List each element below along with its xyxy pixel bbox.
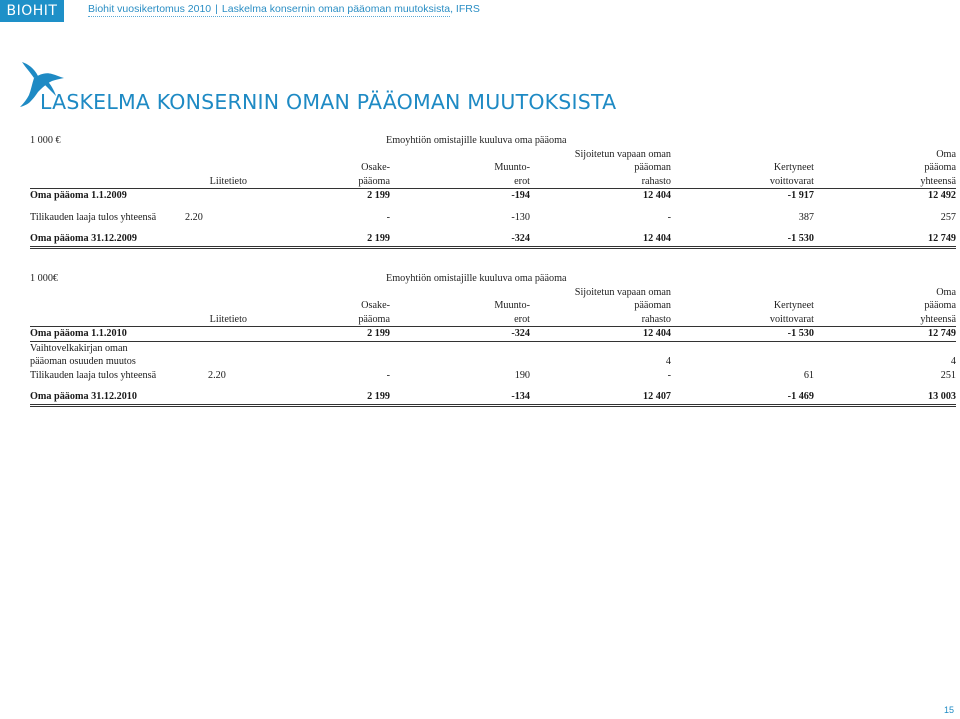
subheader-fund: Sijoitetun vapaan oman xyxy=(574,286,671,298)
row-fund: 12 404 xyxy=(530,327,671,342)
row-fund: 12 404 xyxy=(530,189,671,203)
col-fund-line2: rahasto xyxy=(641,175,671,187)
table-header-row xyxy=(30,134,956,148)
row-label: Oma pääoma 31.12.2010 xyxy=(30,391,137,402)
row-retained: 387 xyxy=(798,211,814,223)
col-total-line2: yhteensä xyxy=(920,313,957,325)
col-total-line0: Oma xyxy=(936,286,957,298)
col-fund-line1: pääoman xyxy=(634,162,671,173)
row-fund: - xyxy=(667,369,671,381)
header-separator: | xyxy=(215,3,218,15)
row-share: 2 199 xyxy=(367,391,390,402)
row-fund: 4 xyxy=(665,356,671,367)
table-header-row xyxy=(30,272,956,286)
row-fx: -324 xyxy=(511,233,530,244)
currency-label: 1 000 € xyxy=(30,135,61,146)
row-label: Vaihtovelkakirjan oman xyxy=(30,341,185,355)
row-retained: -1 917 xyxy=(671,189,814,203)
table-header-row xyxy=(30,175,956,189)
row-fund: - xyxy=(667,211,671,223)
table-row xyxy=(30,327,956,342)
col-total-line0: Oma xyxy=(936,148,957,160)
row-note xyxy=(185,390,247,405)
row-note: 2.20 xyxy=(208,369,226,381)
header-rule xyxy=(88,16,450,17)
col-note: Liitetieto xyxy=(209,175,247,187)
row-share: 2 199 xyxy=(367,233,390,244)
row-retained: 61 xyxy=(803,369,814,381)
group-header: Emoyhtiön omistajille kuuluva oma pääoma xyxy=(386,135,567,146)
row-total: 12 492 xyxy=(814,189,956,203)
row-label: Tilikauden laaja tulos yhteensä xyxy=(30,211,157,223)
table-header-row xyxy=(30,148,956,162)
row-note xyxy=(185,189,247,203)
row-share xyxy=(247,355,390,369)
row-fx: -130 xyxy=(511,211,530,223)
col-fx-line2: erot xyxy=(514,175,530,187)
row-retained: -1 469 xyxy=(787,391,814,402)
row-share: - xyxy=(386,369,390,381)
col-share-line1: Osake- xyxy=(361,162,390,173)
section-name: Laskelma konsernin oman pääoman muutoksista, IFRS xyxy=(221,3,480,15)
col-retained-line1: Kertyneet xyxy=(773,300,814,311)
row-fx: -324 xyxy=(390,327,530,342)
row-fund: 12 407 xyxy=(642,391,671,402)
row-total: 251 xyxy=(940,369,957,381)
col-share-line1: Osake- xyxy=(361,300,390,311)
col-total-line1: pääoma xyxy=(924,162,957,173)
biohit-logo: BIOHIT xyxy=(0,0,64,22)
col-total-line2: yhteensä xyxy=(920,175,957,187)
row-fx xyxy=(390,355,530,369)
row-retained: -1 530 xyxy=(671,327,814,342)
table-row xyxy=(30,390,956,405)
row-label: Tilikauden laaja tulos yhteensä xyxy=(30,369,157,381)
row-fund: 12 404 xyxy=(642,233,671,244)
running-header xyxy=(88,3,480,15)
col-fund-line2: rahasto xyxy=(641,313,671,325)
col-retained-line1: Kertyneet xyxy=(773,162,814,173)
row-share: 2 199 xyxy=(247,327,390,342)
col-fx-line1: Muunto- xyxy=(494,300,530,311)
row-note xyxy=(185,232,247,247)
row-label: Oma pääoma 31.12.2009 xyxy=(30,233,137,244)
table-header-row xyxy=(30,286,956,300)
equity-table-2010 xyxy=(30,272,956,407)
group-header: Emoyhtiön omistajille kuuluva oma pääoma xyxy=(386,273,567,284)
row-total: 257 xyxy=(940,211,957,223)
row-retained xyxy=(671,355,814,369)
page-title: LASKELMA KONSERNIN OMAN PÄÄOMAN MUUTOKSISTA xyxy=(40,90,617,114)
row-note xyxy=(185,355,247,369)
row-total: 13 003 xyxy=(928,391,957,402)
col-retained-line2: voittovarat xyxy=(769,175,814,187)
row-label: pääoman osuuden muutos xyxy=(30,356,136,367)
table-header-row xyxy=(30,313,956,327)
col-note: Liitetieto xyxy=(209,313,247,325)
col-share-line2: pääoma xyxy=(358,175,390,187)
row-total: 12 749 xyxy=(928,233,957,244)
col-share-line2: pääoma xyxy=(358,313,390,325)
row-fx: 190 xyxy=(514,369,530,381)
col-fx-line2: erot xyxy=(514,313,530,325)
table-header-row xyxy=(30,299,956,313)
row-fx: -194 xyxy=(390,189,530,203)
row-note: 2.20 xyxy=(185,211,203,223)
equity-table-2009 xyxy=(30,134,956,249)
row-total: 4 xyxy=(950,356,957,367)
table-row xyxy=(30,189,956,203)
col-fx-line1: Muunto- xyxy=(494,162,530,173)
row-label: Oma pääoma 1.1.2009 xyxy=(30,189,185,203)
row-share: - xyxy=(386,211,390,223)
page-number: 15 xyxy=(944,705,955,715)
table-row xyxy=(30,232,956,247)
row-note xyxy=(185,327,247,342)
table-row xyxy=(30,211,956,225)
row-fx: -134 xyxy=(511,391,530,402)
col-retained-line2: voittovarat xyxy=(769,313,814,325)
row-retained: -1 530 xyxy=(787,233,814,244)
col-total-line1: pääoma xyxy=(924,300,957,311)
currency-label: 1 000€ xyxy=(30,273,59,284)
col-fund-line1: pääoman xyxy=(634,300,671,311)
report-name: Biohit vuosikertomus 2010 xyxy=(88,3,212,15)
row-label: Oma pääoma 1.1.2010 xyxy=(30,327,185,342)
table-row xyxy=(30,369,956,383)
subheader-fund: Sijoitetun vapaan oman xyxy=(574,148,671,160)
table-header-row xyxy=(30,161,956,175)
table-row xyxy=(30,355,956,369)
table-row xyxy=(30,341,956,355)
row-share: 2 199 xyxy=(247,189,390,203)
row-total: 12 749 xyxy=(814,327,956,342)
